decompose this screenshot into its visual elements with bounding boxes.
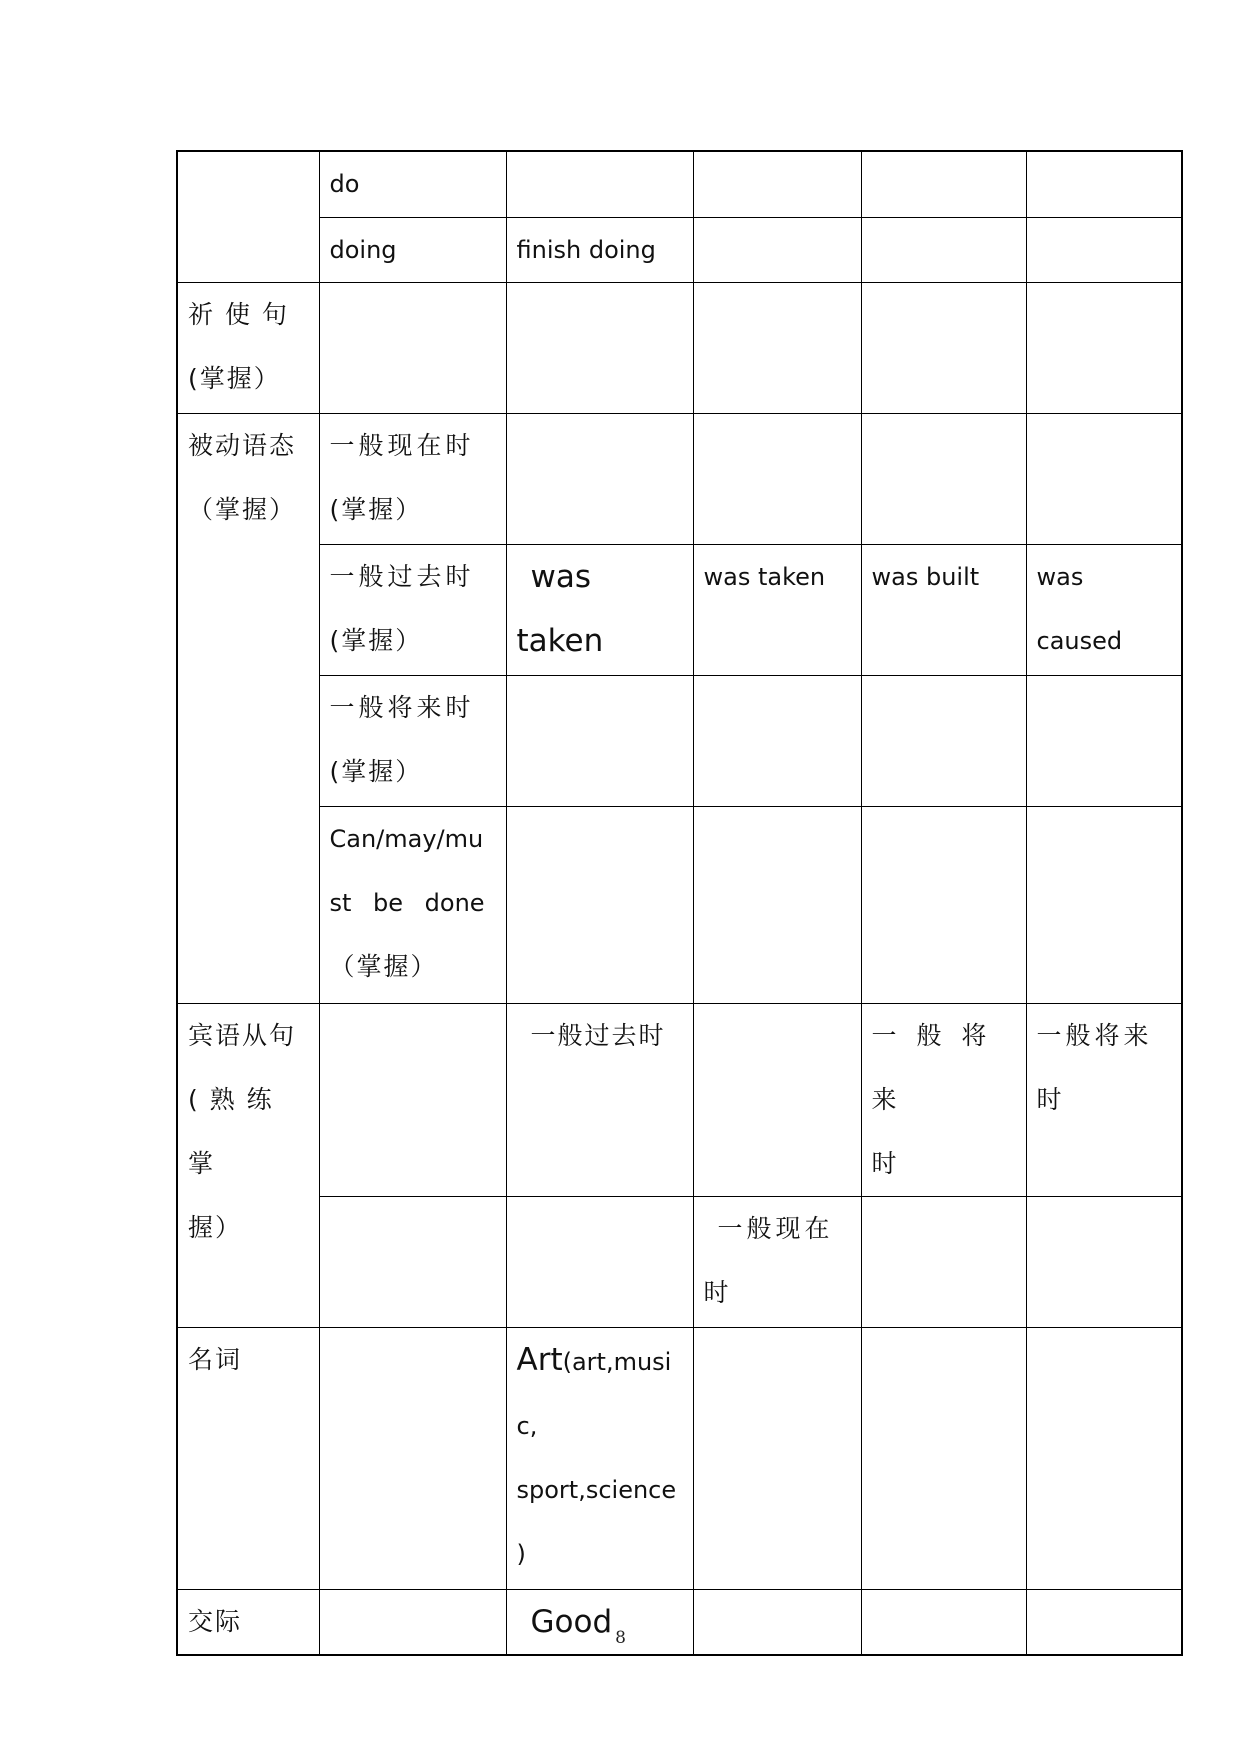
table-cell [319, 282, 506, 413]
tense-label: 一般过去时 [329, 561, 475, 591]
cell-text: Art [516, 1341, 563, 1378]
passive-label-note: （掌握） [188, 494, 297, 524]
table-cell [319, 217, 506, 282]
object-clause-label-note: 握） [188, 1212, 243, 1242]
cell-text: 时 [871, 1148, 899, 1178]
table-row [177, 282, 1182, 413]
table-cell [177, 282, 319, 413]
table-cell [319, 151, 506, 217]
table-cell [177, 1003, 319, 1327]
cell-text: was [1036, 562, 1084, 591]
table-cell [1026, 806, 1182, 1003]
table-row [177, 1196, 1182, 1327]
table-cell [861, 413, 1026, 544]
cell-text: was built [871, 562, 980, 591]
cell-text: taken [516, 622, 604, 659]
tense-note: （掌握） [329, 951, 438, 981]
cell-text: do [329, 170, 360, 198]
communication-label: 交际 [188, 1606, 243, 1636]
cell-text: Good [530, 1603, 613, 1640]
cell-text: sport,science [516, 1475, 677, 1504]
cell-text: ) [516, 1539, 526, 1568]
table-cell [693, 282, 861, 413]
tense-note: (掌握） [329, 494, 423, 524]
table-row [177, 151, 1182, 217]
table-cell [861, 806, 1026, 1003]
cell-text: 时 [703, 1277, 731, 1307]
table-row [177, 806, 1182, 1003]
table-cell [506, 1327, 693, 1589]
table-row [177, 1003, 1182, 1196]
table-cell [506, 1003, 693, 1196]
table-cell [506, 151, 693, 217]
cell-text: doing [329, 235, 397, 264]
tense-label: 一般将来时 [329, 692, 475, 722]
cell-text: 一般现在 [717, 1213, 834, 1243]
table-cell [1026, 1196, 1182, 1327]
tense-note: (掌握） [329, 756, 423, 786]
table-cell [319, 1003, 506, 1196]
table-cell [319, 675, 506, 806]
table-cell [693, 1196, 861, 1327]
table-cell [693, 217, 861, 282]
table-cell [506, 413, 693, 544]
table-cell [1026, 1327, 1182, 1589]
table-cell [693, 1003, 861, 1196]
cell-text: Can/may/mu [329, 824, 484, 853]
table-cell [506, 282, 693, 413]
table-cell [1026, 1003, 1182, 1196]
page-number: 8 [615, 1628, 626, 1648]
cell-text: was [530, 558, 592, 595]
cell-text: 一般将来 [1036, 1020, 1153, 1050]
table-cell [506, 1196, 693, 1327]
grammar-table [176, 150, 1183, 1656]
table-cell [319, 544, 506, 675]
table-cell [319, 806, 506, 1003]
table-row [177, 675, 1182, 806]
cell-text: caused [1036, 626, 1123, 655]
table-cell [693, 544, 861, 675]
table-cell [861, 151, 1026, 217]
cell-text: was taken [703, 562, 826, 591]
table-cell [1026, 282, 1182, 413]
tense-label: 一般现在时 [329, 430, 475, 460]
table-cell [861, 544, 1026, 675]
table-cell [861, 1196, 1026, 1327]
table-cell [1026, 217, 1182, 282]
table-cell [319, 1196, 506, 1327]
table-cell [506, 217, 693, 282]
tense-note: (掌握） [329, 625, 423, 655]
cell-text: 一 般 将 来 [871, 1020, 993, 1114]
table-cell [1026, 413, 1182, 544]
table-cell [861, 1327, 1026, 1589]
table-row [177, 544, 1182, 675]
table-cell [177, 413, 319, 1003]
table-cell [861, 282, 1026, 413]
table-row [177, 217, 1182, 282]
table-cell [1026, 151, 1182, 217]
table-cell [1026, 675, 1182, 806]
table-cell [1026, 544, 1182, 675]
imperative-label-note: (掌握） [188, 363, 281, 393]
noun-label: 名词 [188, 1344, 243, 1374]
cell-text: st be done [329, 888, 485, 917]
table-cell [693, 151, 861, 217]
passive-label: 被动语态 [188, 430, 297, 460]
table-cell [693, 806, 861, 1003]
cell-text: 时 [1036, 1084, 1064, 1114]
table-cell [506, 544, 693, 675]
cell-text: 一般过去时 [530, 1020, 666, 1050]
imperative-label: 祈 使 句 [188, 299, 289, 329]
table-row [177, 1327, 1182, 1589]
table-cell [861, 675, 1026, 806]
table-cell [861, 1003, 1026, 1196]
table-cell [861, 217, 1026, 282]
table-cell [506, 675, 693, 806]
table-cell [506, 806, 693, 1003]
table-cell [177, 151, 319, 282]
cell-text: c, [516, 1411, 538, 1440]
table-cell [319, 413, 506, 544]
object-clause-label-note: ( 熟 练 掌 [188, 1084, 274, 1178]
object-clause-label: 宾语从句 [188, 1020, 297, 1050]
table-cell [693, 675, 861, 806]
table-cell [177, 1327, 319, 1589]
table-cell [693, 413, 861, 544]
table-cell [319, 1327, 506, 1589]
table-row [177, 413, 1182, 544]
table-cell [693, 1327, 861, 1589]
cell-text: finish doing [516, 235, 656, 264]
cell-text: (art,musi [562, 1347, 672, 1376]
